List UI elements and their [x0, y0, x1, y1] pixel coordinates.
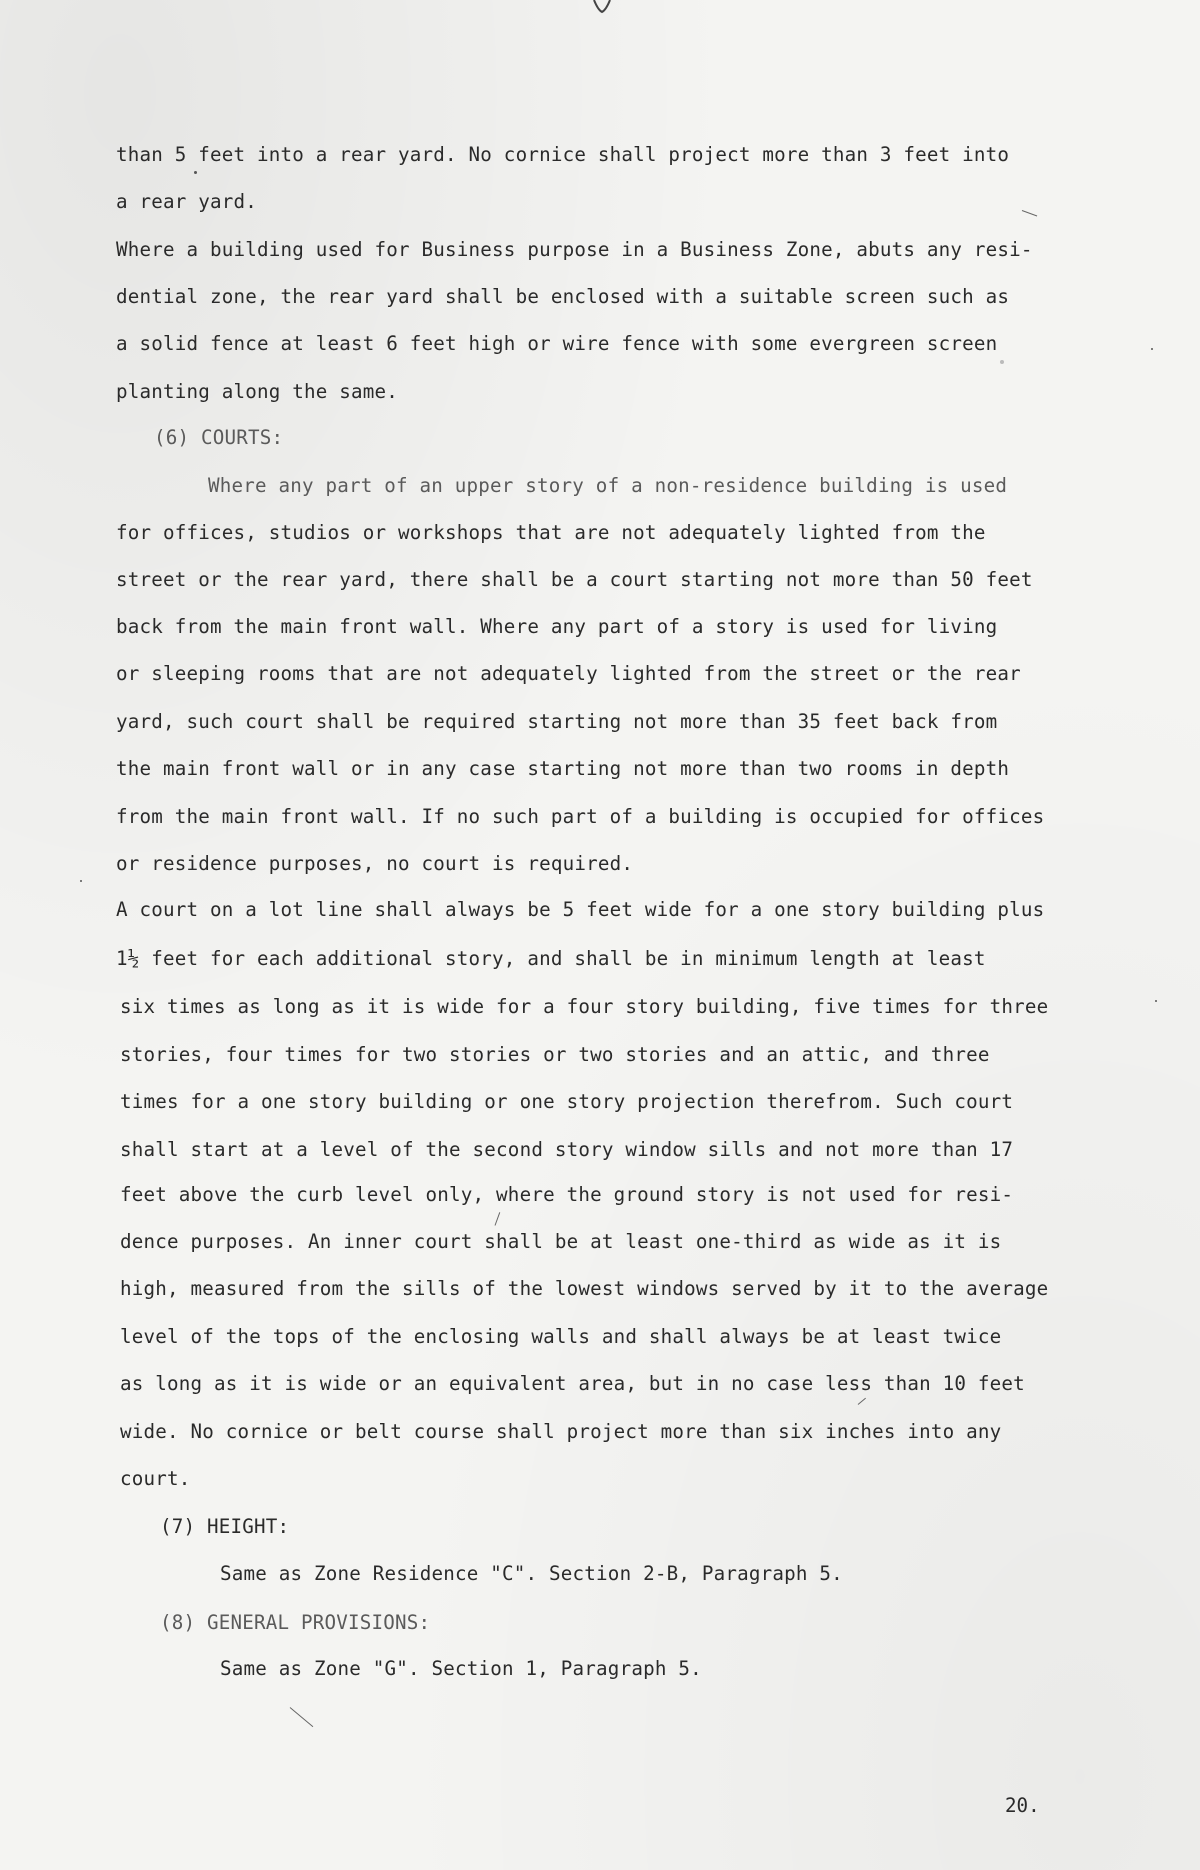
text-line: a solid fence at least 6 feet high or wire fence with some evergreen screen: [116, 332, 998, 355]
text-line: a rear yard.: [116, 190, 258, 213]
pen-stroke: [495, 1212, 501, 1225]
section-heading-courts: (6) COURTS:: [154, 426, 284, 449]
ink-speck: [194, 171, 197, 174]
pen-stroke: [290, 1707, 314, 1727]
text-line: dence purposes. An inner court shall be at least one-third as wide as it is: [120, 1230, 1002, 1253]
pen-stroke: [1022, 210, 1037, 216]
ink-speck: [1151, 348, 1153, 350]
text-line: Same as Zone Residence "C". Section 2-B, Paragraph 5.: [220, 1562, 843, 1585]
text-line: than 5 feet into a rear yard. No cornice shall project more than 3 feet into: [116, 143, 1010, 166]
text-line: six times as long as it is wide for a four story building, five times for three: [120, 995, 1049, 1018]
text-line: Where any part of an upper story of a non-residence building is used: [208, 474, 1008, 497]
text-line: times for a one story building or one story projection therefrom. Such court: [120, 1090, 1014, 1113]
text-line: yard, such court shall be required starting not more than 35 feet back from: [116, 710, 998, 733]
text-line: or residence purposes, no court is required.: [116, 852, 634, 875]
text-line: or sleeping rooms that are not adequately lighted from the street or the rear: [116, 662, 1021, 685]
text-line: for offices, studios or workshops that are not adequately lighted from the: [116, 521, 986, 544]
text-line: dential zone, the rear yard shall be enclosed with a suitable screen such as: [116, 285, 1010, 308]
text-line: the main front wall or in any case starting not more than two rooms in depth: [116, 757, 1010, 780]
text-line: Where a building used for Business purpose in a Business Zone, abuts any resi-: [116, 238, 1033, 261]
text-line: feet above the curb level only, where the ground story is not used for resi-: [120, 1183, 1014, 1206]
text-line: level of the tops of the enclosing walls and shall always be at least twice: [120, 1325, 1002, 1348]
text-line: planting along the same.: [116, 380, 399, 403]
text-line: high, measured from the sills of the lowest windows served by it to the average: [120, 1277, 1049, 1300]
ink-speck: [1000, 360, 1004, 364]
section-heading-general-provisions: (8) GENERAL PROVISIONS:: [160, 1611, 431, 1634]
text-line: shall start at a level of the second story window sills and not more than 17: [120, 1138, 1014, 1161]
binding-mark-icon: [592, 0, 612, 14]
page-number: 20.: [1005, 1794, 1040, 1817]
text-line: from the main front wall. If no such part of a building is occupied for offices: [116, 805, 1045, 828]
text-line: Same as Zone "G". Section 1, Paragraph 5.: [220, 1657, 702, 1680]
text-line: court.: [120, 1467, 191, 1490]
ink-speck: [1155, 1000, 1157, 1002]
ink-speck: [80, 880, 82, 882]
text-line: stories, four times for two stories or two stories and an attic, and three: [120, 1043, 990, 1066]
section-heading-height: (7) HEIGHT:: [160, 1515, 290, 1538]
text-line: street or the rear yard, there shall be a court starting not more than 50 feet: [116, 568, 1033, 591]
text-line: 1½ feet for each additional story, and shall be in minimum length at least: [116, 947, 986, 970]
text-line: as long as it is wide or an equivalent area, but in no case less than 10 feet: [120, 1372, 1025, 1395]
pen-stroke: [858, 1398, 866, 1405]
text-line: A court on a lot line shall always be 5 feet wide for a one story building plus: [116, 898, 1045, 921]
text-line: wide. No cornice or belt course shall project more than six inches into any: [120, 1420, 1002, 1443]
text-line: back from the main front wall. Where any part of a story is used for living: [116, 615, 998, 638]
